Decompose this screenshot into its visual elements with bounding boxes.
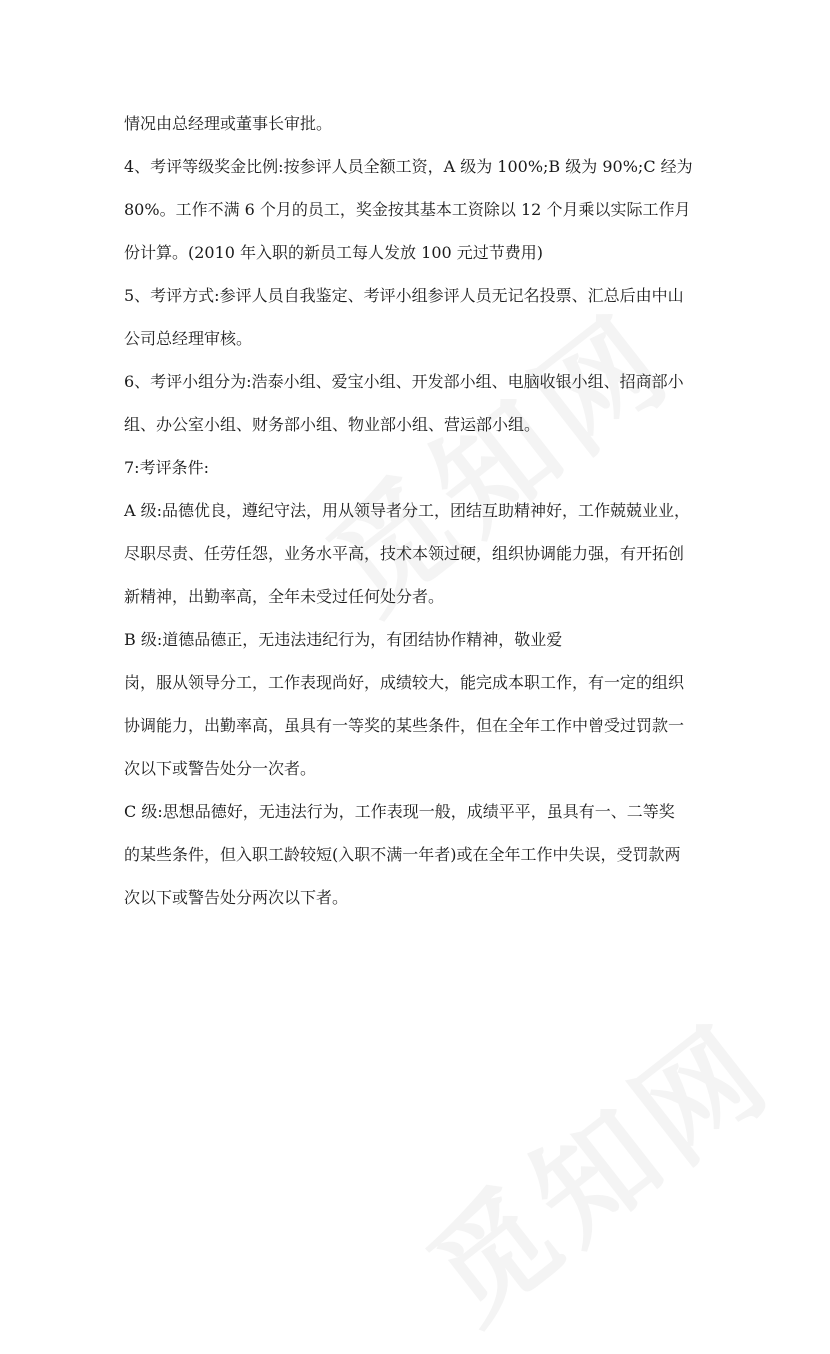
text-line: 组、办公室小组、财务部小组、物业部小组、营运部小组。 [124,415,541,434]
text-line: A 级:品德优良，遵纪守法，用从领导者分工，团结互助精神好，工作兢兢业业， [124,501,691,520]
text-line: 新精神，出勤率高，全年未受过任何处分者。 [124,587,445,606]
text-line: 7:考评条件: [124,458,209,477]
text-line: 80%。工作不满 6 个月的员工，奖金按其基本工资除以 12 个月乘以实际工作月 [124,200,691,219]
watermark [388,978,801,1354]
text-line: C 级:思想品德好，无违法行为，工作表现一般，成绩平平，虽具有一、二等奖 [124,802,675,821]
text-line: 4、考评等级奖金比例:按参评人员全额工资，A 级为 100%;B 级为 90%;C 经为 [124,157,693,176]
text-line: 岗，服从领导分工，工作表现尚好，成绩较大，能完成本职工作，有一定的组织 [124,673,685,692]
text-line: 公司总经理审核。 [124,329,253,348]
text-line: 的某些条件，但入职工龄较短(入职不满一年者)或在全年工作中失误，受罚款两 [124,845,681,864]
text-line: 次以下或警告处分两次以下者。 [124,888,349,907]
text-line: 6、考评小组分为:浩泰小组、爱宝小组、开发部小组、电脑收银小组、招商部小 [124,372,684,391]
text-line: 情况由总经理或董事长审批。 [124,114,333,133]
text-line: 份计算。(2010 年入职的新员工每人发放 100 元过节费用) [124,243,544,262]
document-body [124,102,714,919]
text-line: 5、考评方式:参评人员自我鉴定、考评小组参评人员无记名投票、汇总后由中山 [124,286,684,305]
text-line: 尽职尽责、任劳任怨，业务水平高，技术本领过硬，组织协调能力强，有开拓创 [124,544,685,563]
text-line: B 级:道德品德正，无违法违纪行为，有团结协作精神，敬业爱 [124,630,563,649]
text-line: 次以下或警告处分一次者。 [124,759,317,778]
text-line: 协调能力，出勤率高，虽具有一等奖的某些条件，但在全年工作中曾受过罚款一 [124,716,685,735]
